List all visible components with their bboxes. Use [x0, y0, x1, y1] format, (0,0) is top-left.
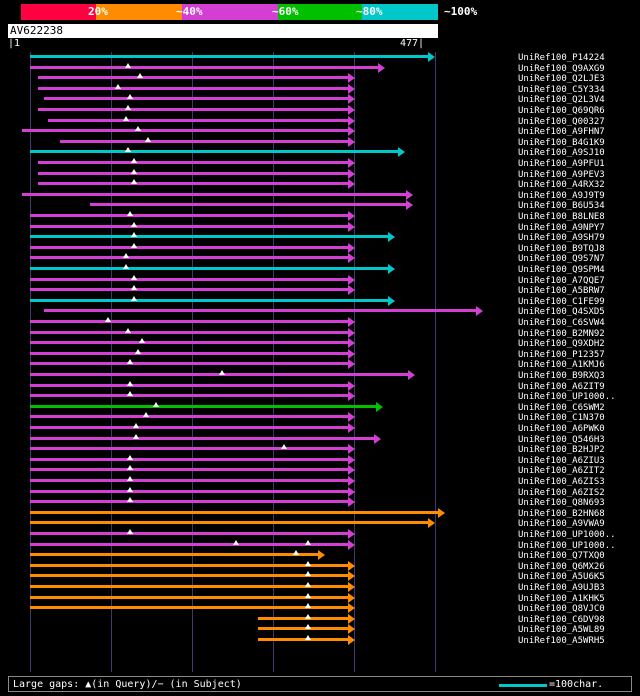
hsp-direction-arrow-icon: [348, 359, 355, 369]
hit-row[interactable]: [8, 84, 514, 94]
hsp-bar[interactable]: [30, 278, 348, 281]
hit-label[interactable]: UniRef100_A6ZIU3: [518, 455, 605, 466]
large-gap-marker-icon: [305, 561, 311, 566]
large-gap-marker-icon: [305, 614, 311, 619]
large-gap-marker-icon: [153, 402, 159, 407]
large-gap-marker-icon: [131, 158, 137, 163]
hsp-bar[interactable]: [30, 437, 374, 440]
hit-label[interactable]: UniRef100_P12357: [518, 349, 605, 360]
hit-row[interactable]: [8, 253, 514, 263]
hit-label[interactable]: UniRef100_A1KMJ6: [518, 360, 605, 371]
hsp-bar[interactable]: [30, 331, 348, 334]
hit-row[interactable]: [8, 275, 514, 285]
hit-label[interactable]: UniRef100_Q8N693: [518, 498, 605, 509]
hit-row[interactable]: [8, 508, 514, 518]
large-gap-marker-icon: [131, 232, 137, 237]
hsp-direction-arrow-icon: [348, 455, 355, 465]
scale-tick-label: 20%: [88, 5, 108, 18]
hit-row[interactable]: [8, 211, 514, 221]
hit-row[interactable]: [8, 349, 514, 359]
hsp-direction-arrow-icon: [428, 52, 435, 62]
hsp-bar[interactable]: [60, 140, 348, 143]
hsp-direction-arrow-icon: [348, 222, 355, 232]
hsp-direction-arrow-icon: [348, 571, 355, 581]
large-gap-marker-icon: [137, 73, 143, 78]
alignment-plot: [8, 52, 514, 672]
large-gap-marker-icon: [127, 487, 133, 492]
hsp-direction-arrow-icon: [348, 391, 355, 401]
hsp-direction-arrow-icon: [348, 126, 355, 136]
hit-label[interactable]: UniRef100_Q7TXQ0: [518, 551, 605, 562]
hsp-bar[interactable]: [30, 246, 348, 249]
hit-label[interactable]: UniRef100_Q546H3: [518, 434, 605, 445]
hit-row[interactable]: [8, 158, 514, 168]
hsp-direction-arrow-icon: [348, 381, 355, 391]
large-gap-marker-icon: [293, 550, 299, 555]
large-gap-marker-icon: [305, 593, 311, 598]
hit-label[interactable]: UniRef100_A5WL89: [518, 625, 605, 636]
hit-label[interactable]: UniRef100_C1FE99: [518, 296, 605, 307]
hit-row[interactable]: [8, 476, 514, 486]
query-name-bar: AV622238: [8, 24, 438, 38]
large-gap-marker-icon: [127, 455, 133, 460]
large-gap-marker-icon: [219, 370, 225, 375]
hit-label[interactable]: UniRef100_A9SH79: [518, 233, 605, 244]
hit-label[interactable]: UniRef100_B9RXQ3: [518, 371, 605, 381]
hsp-bar[interactable]: [38, 161, 348, 164]
legend-footer: [8, 676, 632, 692]
hit-row[interactable]: [8, 190, 514, 200]
hit-label[interactable]: UniRef100_Q9S7N7: [518, 254, 605, 265]
hit-label[interactable]: UniRef100_B8LNE8: [518, 212, 605, 222]
hsp-direction-arrow-icon: [388, 264, 395, 274]
hsp-direction-arrow-icon: [476, 306, 483, 316]
hsp-bar[interactable]: [30, 214, 348, 217]
large-gap-marker-icon: [131, 222, 137, 227]
hit-label[interactable]: UniRef100_Q9AXG9: [518, 63, 605, 74]
hsp-bar[interactable]: [30, 479, 348, 482]
large-gap-marker-icon: [105, 317, 111, 322]
hit-label[interactable]: UniRef100_A6ZIS3: [518, 477, 605, 487]
hsp-bar[interactable]: [30, 458, 348, 461]
hsp-bar[interactable]: [30, 352, 348, 355]
hit-label[interactable]: UniRef100_C6DV98: [518, 614, 605, 625]
hit-label[interactable]: UniRef100_Q2L3V4: [518, 95, 605, 106]
hit-row[interactable]: [8, 105, 514, 115]
hsp-bar[interactable]: [30, 500, 348, 503]
hit-label[interactable]: UniRef100_A9VWA9: [518, 519, 605, 530]
hit-row[interactable]: [8, 593, 514, 603]
hsp-bar[interactable]: [30, 225, 348, 228]
hsp-direction-arrow-icon: [348, 529, 355, 539]
large-gap-marker-icon: [127, 381, 133, 386]
hit-row[interactable]: [8, 317, 514, 327]
hsp-bar[interactable]: [30, 511, 438, 514]
hit-row[interactable]: [8, 444, 514, 454]
hsp-bar[interactable]: [30, 341, 348, 344]
large-gap-marker-icon: [135, 349, 141, 354]
hit-label[interactable]: UniRef100_A9PFU1: [518, 159, 605, 169]
hit-label[interactable]: UniRef100_Q69QR6: [518, 106, 605, 116]
hsp-bar[interactable]: [30, 490, 348, 493]
large-gap-marker-icon: [127, 211, 133, 216]
hsp-direction-arrow-icon: [348, 624, 355, 634]
hsp-bar[interactable]: [30, 447, 348, 450]
hsp-direction-arrow-icon: [348, 593, 355, 603]
hsp-direction-arrow-icon: [348, 476, 355, 486]
large-gap-marker-icon: [131, 169, 137, 174]
hit-label[interactable]: UniRef100_B2HN68: [518, 508, 605, 519]
large-gap-marker-icon: [281, 444, 287, 449]
hsp-bar[interactable]: [30, 521, 428, 524]
hit-label[interactable]: UniRef100_UP1000..: [518, 392, 616, 403]
hit-label[interactable]: UniRef100_A9J9T9: [518, 190, 605, 201]
hit-row[interactable]: [8, 614, 514, 624]
hit-row[interactable]: [8, 561, 514, 571]
hsp-direction-arrow-icon: [348, 423, 355, 433]
hsp-bar[interactable]: [30, 585, 348, 588]
hit-row[interactable]: [8, 179, 514, 189]
large-gap-marker-icon: [305, 635, 311, 640]
hsp-bar[interactable]: [30, 596, 348, 599]
hsp-direction-arrow-icon: [438, 508, 445, 518]
hit-row[interactable]: [8, 285, 514, 295]
hsp-bar[interactable]: [30, 564, 348, 567]
scale-segment: [8, 4, 21, 20]
hit-label[interactable]: UniRef100_A9FHN7: [518, 127, 605, 138]
large-gap-marker-icon: [127, 465, 133, 470]
hit-row[interactable]: [8, 73, 514, 83]
hsp-direction-arrow-icon: [388, 232, 395, 242]
hsp-direction-arrow-icon: [348, 253, 355, 263]
hit-row[interactable]: [8, 518, 514, 528]
hit-label[interactable]: UniRef100_A1KHK5: [518, 593, 605, 604]
scale-tick-label: ~100%: [444, 5, 478, 18]
large-gap-marker-icon: [115, 84, 121, 89]
hsp-bar[interactable]: [258, 627, 348, 630]
large-gap-marker-icon: [127, 497, 133, 502]
large-gap-marker-icon: [305, 624, 311, 629]
hit-label[interactable]: UniRef100_Q2LJE3: [518, 74, 605, 85]
large-gap-marker-icon: [127, 359, 133, 364]
hsp-bar[interactable]: [22, 129, 348, 132]
hit-label[interactable]: UniRef100_A6ZIT9: [518, 381, 605, 392]
hsp-direction-arrow-icon: [348, 94, 355, 104]
scale-segment: [21, 4, 96, 20]
hit-row[interactable]: [8, 540, 514, 550]
hsp-direction-arrow-icon: [348, 412, 355, 422]
hsp-bar[interactable]: [38, 76, 348, 79]
large-gap-marker-icon: [139, 338, 145, 343]
hsp-direction-arrow-icon: [348, 465, 355, 475]
hsp-direction-arrow-icon: [348, 338, 355, 348]
hsp-direction-arrow-icon: [348, 285, 355, 295]
hsp-direction-arrow-icon: [406, 190, 413, 200]
hit-label[interactable]: UniRef100_A6PWK0: [518, 424, 605, 434]
hit-row[interactable]: [8, 137, 514, 147]
hit-row[interactable]: [8, 381, 514, 391]
hsp-bar[interactable]: [30, 543, 348, 546]
hit-label[interactable]: UniRef100_UP1000..: [518, 540, 616, 551]
hsp-direction-arrow-icon: [376, 402, 383, 412]
large-gap-marker-icon: [131, 275, 137, 280]
hit-label[interactable]: UniRef100_A9NPY7: [518, 222, 605, 233]
hsp-direction-arrow-icon: [348, 487, 355, 497]
hit-label[interactable]: UniRef100_A5BRW7: [518, 286, 605, 297]
large-gap-marker-icon: [133, 423, 139, 428]
hit-label[interactable]: UniRef100_A6ZIT2: [518, 466, 605, 477]
large-gap-marker-icon: [143, 412, 149, 417]
large-gap-marker-icon: [127, 391, 133, 396]
hsp-direction-arrow-icon: [348, 349, 355, 359]
hit-row[interactable]: [8, 243, 514, 253]
legend-gaps-text: Large gaps: ▲(in Query)/− (in Subject): [13, 679, 242, 690]
hsp-direction-arrow-icon: [348, 328, 355, 338]
hsp-bar[interactable]: [30, 362, 348, 365]
hsp-direction-arrow-icon: [348, 317, 355, 327]
large-gap-marker-icon: [131, 179, 137, 184]
hit-row[interactable]: [8, 635, 514, 645]
hsp-direction-arrow-icon: [348, 179, 355, 189]
hsp-bar[interactable]: [38, 87, 348, 90]
hsp-direction-arrow-icon: [348, 116, 355, 126]
hit-label[interactable]: UniRef100_Q8VJC0: [518, 604, 605, 615]
hit-row[interactable]: [8, 412, 514, 422]
hsp-bar[interactable]: [30, 235, 388, 238]
hsp-direction-arrow-icon: [388, 296, 395, 306]
ruler-start-label: |1: [8, 38, 21, 49]
hit-label[interactable]: UniRef100_Q4SXD5: [518, 307, 605, 318]
hsp-bar[interactable]: [90, 203, 406, 206]
hit-row[interactable]: [8, 455, 514, 465]
hit-row[interactable]: [8, 222, 514, 232]
hsp-direction-arrow-icon: [428, 518, 435, 528]
large-gap-marker-icon: [131, 243, 137, 248]
large-gap-marker-icon: [125, 105, 131, 110]
hit-label[interactable]: UniRef100_P14224: [518, 53, 605, 63]
hit-row[interactable]: [8, 264, 514, 274]
large-gap-marker-icon: [305, 540, 311, 545]
hsp-direction-arrow-icon: [348, 497, 355, 507]
scale-segment: [96, 4, 182, 20]
hsp-bar[interactable]: [22, 193, 406, 196]
hit-label[interactable]: UniRef100_A5WRH5: [518, 636, 605, 646]
hsp-bar[interactable]: [30, 55, 428, 58]
hsp-direction-arrow-icon: [378, 63, 385, 73]
large-gap-marker-icon: [305, 582, 311, 587]
large-gap-marker-icon: [125, 63, 131, 68]
hit-label[interactable]: UniRef100_Q00327: [518, 116, 605, 127]
hit-label[interactable]: UniRef100_B4G1K9: [518, 137, 605, 148]
ruler-end-label: 477|: [400, 38, 425, 49]
hit-label[interactable]: UniRef100_B2HJP2: [518, 445, 605, 456]
hsp-bar[interactable]: [30, 415, 348, 418]
hsp-bar[interactable]: [30, 299, 388, 302]
hsp-bar[interactable]: [44, 97, 348, 100]
hit-row[interactable]: [8, 296, 514, 306]
hit-row[interactable]: [8, 63, 514, 73]
hit-label[interactable]: UniRef100_UP1000..: [518, 530, 616, 540]
hit-row[interactable]: [8, 52, 514, 62]
hsp-direction-arrow-icon: [348, 582, 355, 592]
hit-row[interactable]: [8, 423, 514, 433]
hit-row[interactable]: [8, 487, 514, 497]
large-gap-marker-icon: [131, 296, 137, 301]
hsp-direction-arrow-icon: [348, 635, 355, 645]
hsp-direction-arrow-icon: [348, 561, 355, 571]
hsp-bar[interactable]: [30, 150, 398, 153]
large-gap-marker-icon: [305, 603, 311, 608]
legend-scale-bar: [499, 684, 547, 687]
identity-scale-bar: [8, 4, 514, 20]
hsp-direction-arrow-icon: [348, 84, 355, 94]
hit-row[interactable]: [8, 603, 514, 613]
hsp-bar[interactable]: [30, 606, 348, 609]
hit-row[interactable]: [8, 497, 514, 507]
hit-label[interactable]: UniRef100_B2MN92: [518, 328, 605, 339]
hit-label[interactable]: UniRef100_A9UJB3: [518, 583, 605, 593]
hsp-direction-arrow-icon: [348, 603, 355, 613]
legend-scale-text: =100char.: [549, 679, 604, 690]
hsp-bar[interactable]: [44, 309, 476, 312]
hsp-direction-arrow-icon: [348, 444, 355, 454]
hit-row[interactable]: [8, 370, 514, 380]
hsp-direction-arrow-icon: [408, 370, 415, 380]
hsp-bar[interactable]: [30, 553, 318, 556]
hsp-direction-arrow-icon: [348, 158, 355, 168]
hsp-bar[interactable]: [30, 574, 348, 577]
large-gap-marker-icon: [135, 126, 141, 131]
hit-row[interactable]: [8, 169, 514, 179]
hit-label[interactable]: UniRef100_A7QQE7: [518, 275, 605, 286]
query-ruler: [8, 38, 514, 50]
hit-row[interactable]: [8, 359, 514, 369]
large-gap-marker-icon: [123, 253, 129, 258]
hit-row[interactable]: [8, 582, 514, 592]
hit-label[interactable]: UniRef100_C1N370: [518, 413, 605, 424]
hsp-bar[interactable]: [30, 66, 378, 69]
hsp-direction-arrow-icon: [318, 550, 325, 560]
hsp-direction-arrow-icon: [398, 147, 405, 157]
hit-row[interactable]: [8, 328, 514, 338]
hit-label[interactable]: UniRef100_C6SWM2: [518, 402, 605, 413]
hit-label[interactable]: UniRef100_A6ZIS2: [518, 487, 605, 498]
hsp-bar[interactable]: [258, 638, 348, 641]
hit-label[interactable]: UniRef100_Q9SPM4: [518, 265, 605, 275]
hsp-bar[interactable]: [258, 617, 348, 620]
hsp-direction-arrow-icon: [406, 200, 413, 210]
hit-row[interactable]: [8, 434, 514, 444]
large-gap-marker-icon: [133, 434, 139, 439]
hsp-direction-arrow-icon: [348, 243, 355, 253]
hit-row[interactable]: [8, 126, 514, 136]
hit-row[interactable]: [8, 391, 514, 401]
hit-label[interactable]: UniRef100_A9SJ10: [518, 148, 605, 159]
scale-tick-label: ~60%: [272, 5, 299, 18]
hsp-bar[interactable]: [30, 468, 348, 471]
hsp-bar[interactable]: [30, 256, 348, 259]
large-gap-marker-icon: [123, 264, 129, 269]
hit-row[interactable]: [8, 200, 514, 210]
hsp-direction-arrow-icon: [348, 614, 355, 624]
large-gap-marker-icon: [127, 476, 133, 481]
hsp-direction-arrow-icon: [348, 137, 355, 147]
hit-label[interactable]: UniRef100_A4RX32: [518, 180, 605, 191]
hsp-direction-arrow-icon: [374, 434, 381, 444]
hsp-bar[interactable]: [30, 405, 376, 408]
hit-label[interactable]: UniRef100_C6SVW4: [518, 318, 605, 328]
hsp-bar[interactable]: [30, 426, 348, 429]
large-gap-marker-icon: [125, 147, 131, 152]
large-gap-marker-icon: [305, 571, 311, 576]
hsp-direction-arrow-icon: [348, 211, 355, 221]
scale-tick-label: ~80%: [356, 5, 383, 18]
scale-tick-label: ~40%: [176, 5, 203, 18]
large-gap-marker-icon: [125, 328, 131, 333]
hit-row[interactable]: [8, 232, 514, 242]
hit-label[interactable]: UniRef100_B9TQJ8: [518, 243, 605, 254]
hit-label[interactable]: UniRef100_Q9XDH2: [518, 339, 605, 350]
hit-row[interactable]: [8, 94, 514, 104]
hit-row[interactable]: [8, 306, 514, 316]
hsp-bar[interactable]: [38, 108, 348, 111]
hsp-bar[interactable]: [38, 172, 348, 175]
hsp-direction-arrow-icon: [348, 169, 355, 179]
hit-row[interactable]: [8, 624, 514, 634]
hsp-direction-arrow-icon: [348, 540, 355, 550]
hsp-bar[interactable]: [30, 267, 388, 270]
hsp-direction-arrow-icon: [348, 73, 355, 83]
hit-label[interactable]: UniRef100_B6U534: [518, 201, 605, 212]
large-gap-marker-icon: [123, 116, 129, 121]
hsp-direction-arrow-icon: [348, 275, 355, 285]
hit-label[interactable]: UniRef100_A9PEV3: [518, 169, 605, 180]
hit-row[interactable]: [8, 529, 514, 539]
large-gap-marker-icon: [127, 529, 133, 534]
hsp-bar[interactable]: [30, 384, 348, 387]
hit-row[interactable]: [8, 147, 514, 157]
hit-label[interactable]: UniRef100_Q6MX26: [518, 561, 605, 572]
hit-row[interactable]: [8, 465, 514, 475]
hsp-bar[interactable]: [38, 182, 348, 185]
hit-label[interactable]: UniRef100_A5U6K5: [518, 572, 605, 583]
hit-row[interactable]: [8, 571, 514, 581]
hsp-bar[interactable]: [30, 288, 348, 291]
large-gap-marker-icon: [145, 137, 151, 142]
hsp-bar[interactable]: [30, 532, 348, 535]
hsp-bar[interactable]: [30, 394, 348, 397]
large-gap-marker-icon: [131, 285, 137, 290]
large-gap-marker-icon: [233, 540, 239, 545]
hit-row[interactable]: [8, 116, 514, 126]
hit-label[interactable]: UniRef100_C5Y334: [518, 84, 605, 95]
hit-row[interactable]: [8, 402, 514, 412]
hsp-direction-arrow-icon: [348, 105, 355, 115]
hsp-bar[interactable]: [48, 119, 348, 122]
hit-row[interactable]: [8, 338, 514, 348]
large-gap-marker-icon: [127, 94, 133, 99]
hit-row[interactable]: [8, 550, 514, 560]
hsp-bar[interactable]: [30, 320, 348, 323]
